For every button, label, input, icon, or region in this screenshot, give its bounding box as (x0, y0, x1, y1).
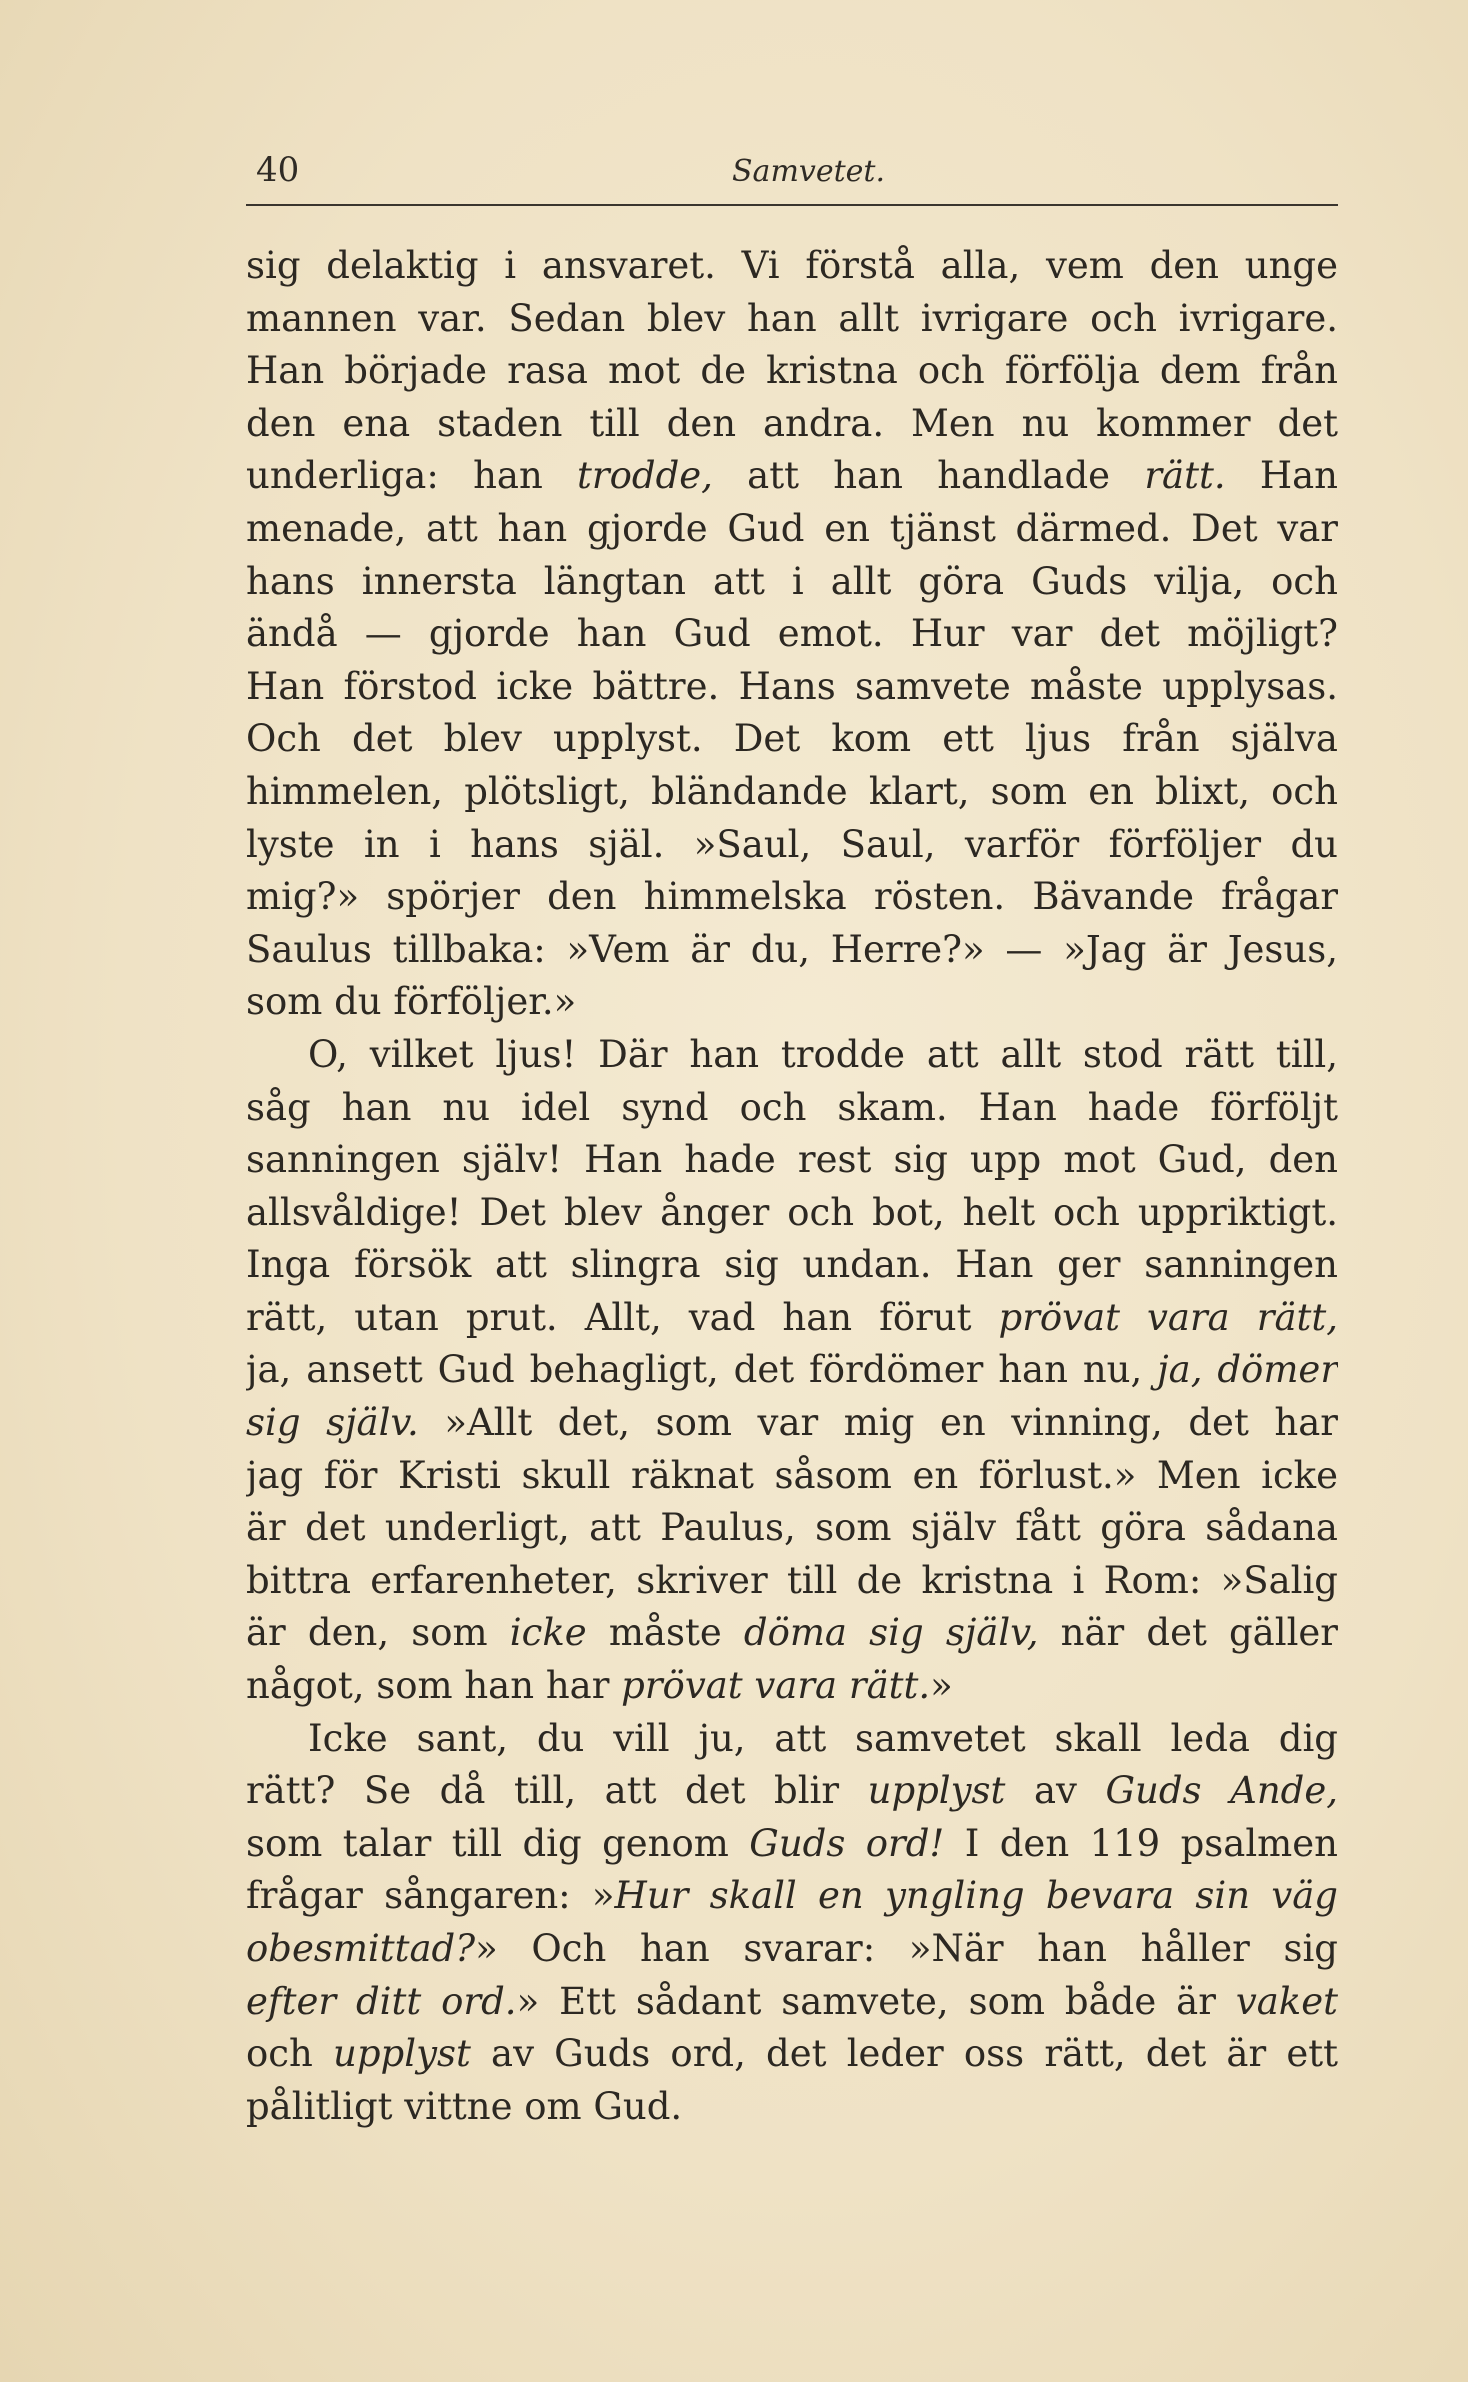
italic-text: upplyst (333, 2032, 471, 2076)
text-line (246, 1660, 1338, 1713)
text-segment: pålitligt vittne om Gud. (246, 2084, 683, 2128)
text-line (246, 2028, 1338, 2081)
text-segment: ändå — gjorde han Gud emot. Hur var det möjligt? (246, 612, 1338, 656)
text-segment: » Och han svarar: »När han håller sig (475, 1927, 1338, 1970)
text-segment: allsvåldige! Det blev ånger och bot, helt och uppriktigt. (246, 1190, 1338, 1234)
text-segment: hans innersta längtan att i allt göra Guds vilja, och (246, 559, 1338, 603)
text-line (246, 2081, 1338, 2134)
text-segment: är det underligt, att Paulus, som själv fått göra sådana (246, 1506, 1338, 1550)
text-segment: Han förstod icke bättre. Hans samvete måste upplysas. (246, 664, 1338, 708)
text-segment: att han handlade (712, 454, 1145, 498)
text-segment: I den 119 psalmen (944, 1821, 1338, 1865)
text-line (246, 1292, 1338, 1345)
text-line (246, 556, 1338, 609)
text-line (246, 924, 1338, 977)
italic-text: Hur skall en yngling bevara sin väg (614, 1874, 1338, 1918)
text-segment: såg han nu idel synd och skam. Han hade förföljt (246, 1085, 1338, 1129)
text-line (246, 1818, 1338, 1871)
italic-text: Guds ord! (749, 1821, 945, 1865)
italic-text: prövat vara rätt, (998, 1295, 1338, 1339)
text-segment: mig?» spörjer den himmelska rösten. Bävande frågar (246, 875, 1338, 919)
text-segment: som du förföljer.» (246, 980, 577, 1024)
text-segment: Saulus tillbaka: »Vem är du, Herre?» — »Jag är Jesus, (246, 927, 1338, 971)
text-segment: Han började rasa mot de kristna och förfölja dem från (246, 349, 1338, 393)
text-segment: av (1005, 1769, 1106, 1813)
italic-text: Guds Ande, (1105, 1769, 1338, 1813)
text-line (246, 976, 1338, 1029)
text-segment: Inga försök att slingra sig undan. Han ger sanningen (246, 1243, 1338, 1287)
text-line (246, 766, 1338, 819)
text-segment: den ena staden till den andra. Men nu kommer det (246, 401, 1338, 445)
text-segment: frågar sångaren: » (246, 1874, 615, 1918)
text-line (246, 1450, 1338, 1503)
text-line (246, 1555, 1338, 1608)
text-segment: O, vilket ljus! Där han trodde att allt stod rätt till, (308, 1032, 1338, 1076)
page-number: 40 (256, 150, 300, 190)
text-segment: himmelen, plötsligt, bländande klart, som en blixt, och (246, 769, 1338, 813)
text-segment: måste (586, 1611, 744, 1655)
italic-text: döma sig själv, (743, 1611, 1039, 1655)
text-line (246, 1870, 1338, 1923)
text-line (246, 661, 1338, 714)
text-segment: något, som han har (246, 1664, 622, 1708)
text-segment: Han (1225, 454, 1338, 498)
text-segment: rätt, utan prut. Allt, vad han förut (246, 1295, 999, 1339)
text-segment: när det gäller (1038, 1611, 1338, 1655)
text-line (246, 1134, 1338, 1187)
text-line (246, 240, 1338, 293)
text-line (246, 871, 1338, 924)
text-segment: bittra erfarenheter, skriver till de kristna i Rom: »Salig (246, 1558, 1338, 1602)
text-line (246, 1082, 1338, 1135)
text-segment: av Guds ord, det leder oss rätt, det är ett (470, 2032, 1338, 2076)
text-segment: mannen var. Sedan blev han allt ivrigare och ivrigare. (246, 296, 1338, 340)
running-title: Samvetet. (732, 154, 885, 189)
text-line (246, 1607, 1338, 1660)
italic-text: rätt. (1144, 454, 1226, 498)
text-line (246, 1029, 1338, 1082)
italic-text: vaket (1235, 1979, 1338, 2023)
text-line (246, 345, 1338, 398)
italic-text: sig själv. (246, 1401, 419, 1445)
text-line (246, 450, 1338, 503)
text-line (246, 1765, 1338, 1818)
text-line (246, 1397, 1338, 1450)
italic-text: ja, dömer (1157, 1348, 1338, 1392)
italic-text: upplyst (867, 1769, 1006, 1813)
text-line (246, 398, 1338, 451)
italic-text: obesmittad? (246, 1927, 476, 1970)
text-segment: Icke sant, du vill ju, att samvetet skall leda dig (308, 1716, 1338, 1760)
text-segment: menade, att han gjorde Gud en tjänst därmed. Det var (246, 506, 1338, 550)
text-segment: jag för Kristi skull räknat såsom en förlust.» Men icke (246, 1453, 1338, 1497)
text-segment: ja, ansett Gud behagligt, det fördömer han nu, (246, 1348, 1158, 1392)
text-line (246, 608, 1338, 661)
text-segment: och (246, 2032, 334, 2076)
italic-text: trodde, (577, 454, 713, 498)
text-segment: » Ett sådant samvete, som både är (516, 1979, 1236, 2023)
text-line (246, 1923, 1338, 1976)
page-header (246, 146, 1338, 206)
text-segment: lyste in i hans själ. »Saul, Saul, varför förföljer du (246, 822, 1338, 866)
text-line (246, 1976, 1338, 2029)
italic-text: prövat vara rätt. (621, 1664, 931, 1708)
text-line (246, 293, 1338, 346)
text-line (246, 503, 1338, 556)
text-segment: sanningen själv! Han hade rest sig upp mot Gud, den (246, 1138, 1338, 1182)
text-segment: som talar till dig genom (246, 1821, 750, 1865)
text-segment: är den, som (246, 1611, 510, 1655)
text-line (246, 1502, 1338, 1555)
text-segment: »Allt det, som var mig en vinning, det har (418, 1401, 1338, 1445)
text-segment: » (930, 1664, 953, 1708)
text-line (246, 1187, 1338, 1240)
text-line (246, 819, 1338, 872)
text-line (246, 1713, 1338, 1766)
text-line (246, 1239, 1338, 1292)
text-segment: underliga: han (246, 454, 578, 498)
text-segment: sig delaktig i ansvaret. Vi förstå alla, vem den unge (246, 244, 1338, 287)
body-text (246, 240, 1338, 2133)
italic-text: icke (509, 1611, 587, 1655)
text-segment: Och det blev upplyst. Det kom ett ljus från själva (246, 717, 1338, 761)
italic-text: efter ditt ord. (246, 1979, 517, 2023)
text-segment: rätt? Se då till, att det blir (246, 1769, 868, 1813)
text-line (246, 1344, 1338, 1397)
text-line (246, 713, 1338, 766)
